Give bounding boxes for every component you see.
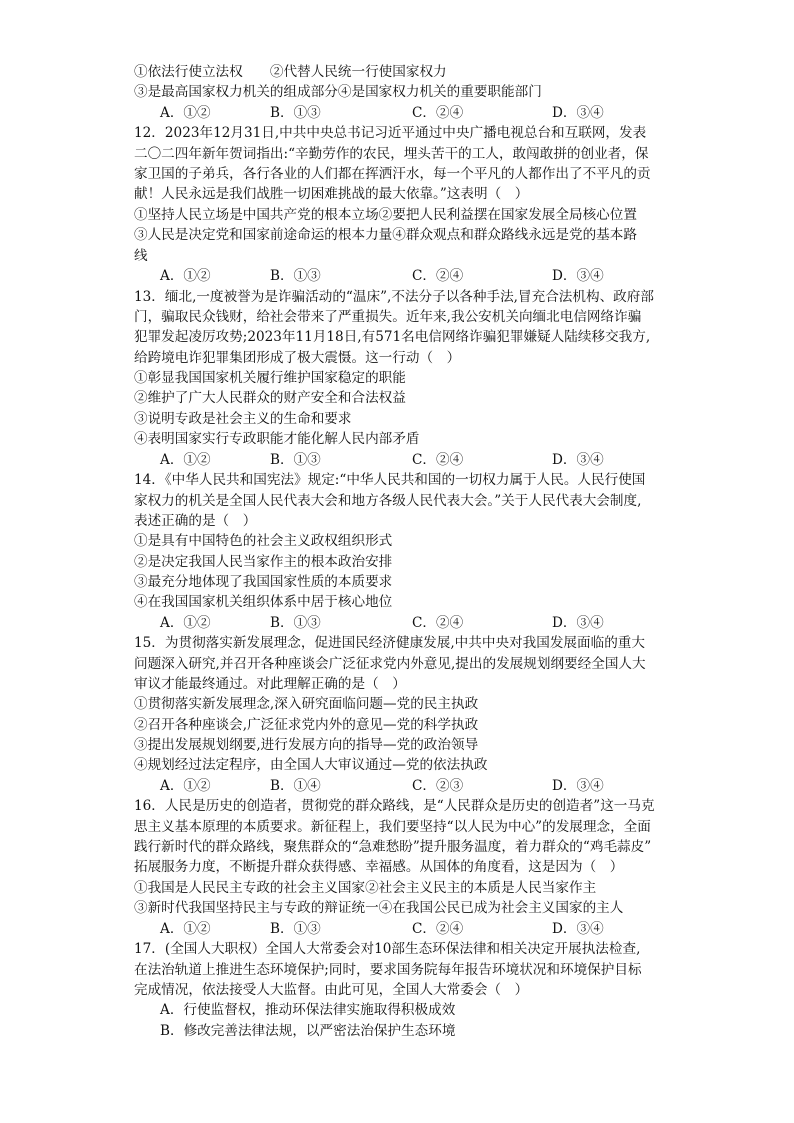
- text-line: 16．人民是历史的创造者，贯彻党的群众路线，是“人民群众是历史的创造者”这一马克: [134, 798, 655, 814]
- text-line: 家卫国的子弟兵，各行各业的人们都在挥洒汗水，每一个平凡的人都作出了不平凡的贡: [134, 166, 651, 182]
- text-line: B．修改完善法律法规，以严密法治保护生态环境: [160, 1023, 456, 1039]
- text-line: ③最充分地体现了我国国家性质的本质要求: [134, 574, 393, 590]
- answer-option: A．①②: [160, 105, 211, 121]
- answer-option: D．③④: [552, 452, 604, 468]
- text-line: 思主义基本原理的本质要求。新征程上，我们要坚持“以人民为中心”的发展理念，全面: [134, 819, 651, 835]
- text-line: 家权力的机关是全国人民代表大会和地方各级人民代表大会。”关于人民代表大会制度,: [134, 493, 642, 509]
- answer-option: B．①③: [270, 268, 321, 284]
- text-line: 问题深入研究,并召开各种座谈会广泛征求党内外意见,提出的发展规划纲要经全国人大: [134, 656, 646, 672]
- text-line: ②召开各种座谈会,广泛征求党内外的意见—党的科学执政: [134, 717, 479, 733]
- answer-option: B．①③: [270, 615, 321, 631]
- answer-option: C．②④: [412, 105, 464, 121]
- answer-option: D．③④: [552, 615, 604, 631]
- text-line: ④表明国家实行专政职能才能化解人民内部矛盾: [134, 431, 420, 447]
- text-line: ④规划经过法定程序，由全国人大审议通过—党的依法执政: [134, 757, 488, 773]
- text-line: ③人民是决定党和国家前途命运的根本力量④群众观点和群众路线永远是党的基本路: [134, 227, 637, 243]
- text-line: ③说明专政是社会主义的生命和要求: [134, 411, 352, 427]
- text-line: ②是决定我国人民当家作主的根本政治安排: [134, 554, 393, 570]
- answer-option: C．②④: [412, 268, 464, 284]
- text-line: 表述正确的是（ ）: [134, 513, 257, 529]
- text-line: 献！人民永远是我们战胜一切困难挑战的最大依靠。”这表明（ ）: [134, 186, 529, 202]
- text-line: 12．2023年12月31日,中共中央总书记习近平通过中央广播电视总台和互联网，发表: [134, 125, 647, 141]
- answer-option: A．①②: [160, 268, 211, 284]
- answer-option: D．③④: [552, 778, 604, 794]
- text-line: 审议才能最终通过。对此理解正确的是（ ）: [134, 676, 406, 692]
- text-line: 14．《中华人民共和国宪法》规定:“中华人民共和国的一切权力属于人民。人民行使国: [134, 472, 646, 488]
- answer-option: D．③④: [552, 921, 604, 937]
- answer-option: B．①③: [270, 921, 321, 937]
- answer-option: D．③④: [552, 105, 604, 121]
- text-line: A．行使监督权，推动环保法律实施取得积极成效: [160, 1002, 456, 1018]
- text-line: 给跨境电诈犯罪集团形成了极大震慑。这一行动（ ）: [134, 350, 461, 366]
- answer-option: A．①②: [160, 921, 211, 937]
- text-line: 完成情况，依法接受人大监督。由此可见，全国人大常委会（ ）: [134, 982, 529, 998]
- answer-option: B．①④: [270, 778, 321, 794]
- answer-option: B．①③: [270, 452, 321, 468]
- text-line: 门，骗取民众钱财，给社会带来了严重损失。近年来,我公安机关向缅北电信网络诈骗: [134, 309, 642, 325]
- text-line: 17．(全国人大职权）全国人大常委会对10部生态环保法律和相关决定开展执法检查,: [134, 941, 641, 957]
- text-line: 二〇二四年新年贺词指出:“辛勤劳作的农民，埋头苦干的工人，敢闯敢拼的创业者，保: [134, 146, 649, 162]
- text-line: ②维护了广大人民群众的财产安全和合法权益: [134, 390, 406, 406]
- text-line: ①我国是人民民主专政的社会主义国家②社会主义民主的本质是人民当家作主: [134, 880, 597, 896]
- text-line: 线: [134, 248, 148, 264]
- answer-option: C．②④: [412, 615, 464, 631]
- text-line: 13．缅北,一度被誉为是诈骗活动的“温床”,不法分子以各种手法,冒充合法机构、政府部: [134, 289, 654, 305]
- answer-option: A．①②: [160, 452, 211, 468]
- text-line: ①是具有中国特色的社会主义政权组织形式: [134, 533, 393, 549]
- text-line: ③提出发展规划纲要,进行发展方向的指导—党的政治领导: [134, 737, 479, 753]
- answer-option: D．③④: [552, 268, 604, 284]
- text-line: 犯罪发起凌厉攻势;2023年11月18日,有571名电信网络诈骗犯罪嫌疑人陆续移交我方,: [134, 329, 651, 345]
- answer-option: A．①②: [160, 778, 211, 794]
- text-line: ①彰显我国国家机关履行维护国家稳定的职能: [134, 370, 406, 386]
- answer-option: B．①③: [270, 105, 321, 121]
- text-line: 在法治轨道上推进生态环境保护;同时，要求国务院每年报告环境状况和环境保护目标: [134, 962, 642, 978]
- text-line: 15．为贯彻落实新发展理念，促进国民经济健康发展,中共中央对我国发展面临的重大: [134, 635, 645, 651]
- text-line: ③是最高国家权力机关的组成部分④是国家权力机关的重要职能部门: [134, 84, 542, 100]
- answer-option: C．②④: [412, 452, 464, 468]
- text-line: ④在我国国家机关组织体系中居于核心地位: [134, 594, 393, 610]
- answer-option: A．①②: [160, 615, 211, 631]
- answer-option: C．②③: [412, 778, 464, 794]
- text-line: ①贯彻落实新发展理念,深入研究面临问题—党的民主执政: [134, 696, 479, 712]
- text-line: ①依法行使立法权 ②代替人民统一行使国家权力: [134, 64, 447, 80]
- text-line: ③新时代我国坚持民主与专政的辩证统一④在我国公民已成为社会主义国家的主人: [134, 900, 624, 916]
- answer-option: C．②④: [412, 921, 464, 937]
- text-line: 践行新时代的群众路线，聚焦群众的“急难愁盼”提升服务温度，着力群众的“鸡毛蒜皮”: [134, 839, 652, 855]
- text-line: 拓展服务力度，不断提升群众获得感、幸福感。从国体的角度看，这是因为（ ）: [134, 859, 624, 875]
- text-line: ①坚持人民立场是中国共产党的根本立场②要把人民利益摆在国家发展全局核心位置: [134, 207, 637, 223]
